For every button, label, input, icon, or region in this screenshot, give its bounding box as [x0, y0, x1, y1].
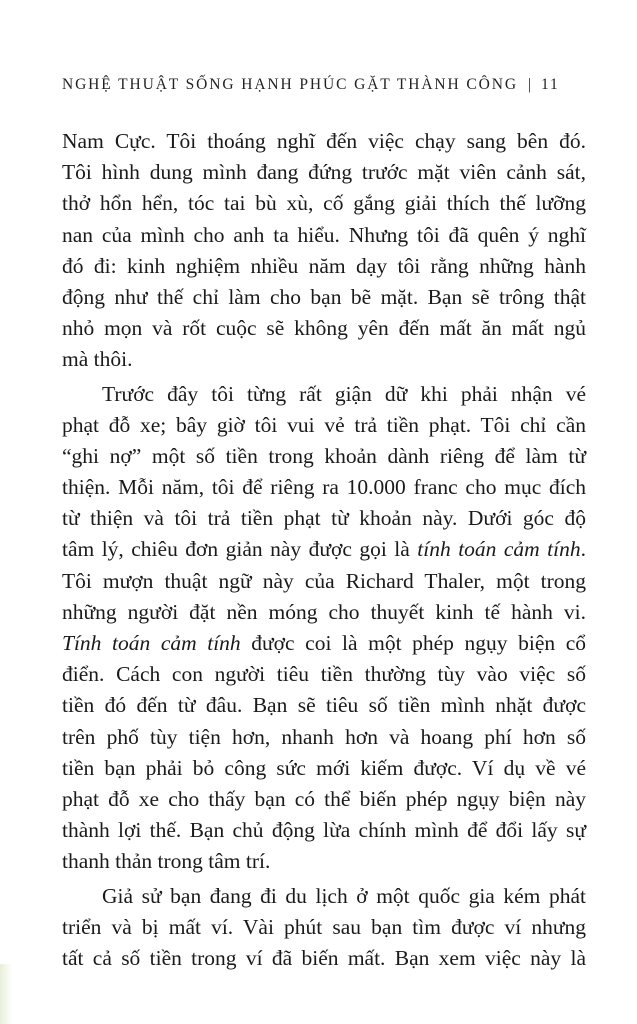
- text-line: nan của mình cho anh ta hiểu. Nhưng tôi đã quên ý nghĩ: [62, 222, 586, 247]
- text-line: động như thế chỉ làm cho bạn bẽ mặt. Bạn sẽ trông thật: [62, 284, 586, 309]
- text-line: Tôi mượn thuật ngữ này của Richard Thaler, một trong: [62, 568, 586, 593]
- text-line: tiền đó đến từ đâu. Bạn sẽ tiêu số tiền mình nhặt được: [62, 693, 586, 718]
- text-line-with-italic: [62, 534, 586, 565]
- book-title: NGHỆ THUẬT SỐNG HẠNH PHÚC GẶT THÀNH CÔNG: [62, 76, 518, 93]
- text-line: thanh thản trong tâm trí.: [62, 849, 271, 874]
- text-line: nhỏ mọn và rốt cuộc sẽ không yên đến mất ăn mất ngủ: [62, 316, 586, 341]
- text-line: mà thôi.: [62, 347, 133, 372]
- text-line: Tôi hình dung mình đang đứng trước mặt viên cảnh sát,: [62, 160, 586, 185]
- text-line: Trước đây tôi từng rất giận dữ khi phải nhận vé: [102, 381, 586, 406]
- text-line: “ghi nợ” một số tiền trong khoản dành riêng để làm từ: [62, 443, 586, 468]
- text-line: những người đặt nền móng cho thuyết kinh tế hành vi.: [62, 599, 586, 624]
- text-line: Nam Cực. Tôi thoáng nghĩ đến việc chạy sang bên đó.: [62, 129, 586, 153]
- text-line: Giả sử bạn đang đi du lịch ở một quốc gia kém phát: [102, 883, 586, 908]
- text-line: thiện. Mỗi năm, tôi để riêng ra 10.000 franc cho mục đích: [62, 475, 586, 500]
- running-header: [62, 72, 582, 98]
- text-segment: được coi là một phép ngụy biện cổ: [240, 631, 586, 655]
- text-line: triển và bị mất ví. Vài phút sau bạn tìm được ví nhưng: [62, 914, 586, 939]
- text-line-with-italic: [62, 628, 586, 659]
- text-line: thở hổn hển, tóc tai bù xù, cố gắng giải thích thế lưỡng: [62, 191, 586, 216]
- text-line: thành lợi thế. Bạn chủ động lừa chính mình để đổi lấy sự: [62, 818, 586, 843]
- text-line: đó đi: kinh nghiệm nhiều năm dạy tôi rằng những hành: [62, 253, 586, 278]
- text-segment: .: [580, 537, 586, 562]
- text-line: phạt đỗ xe cho thấy bạn có thể biến phép ngụy biện này: [62, 786, 586, 811]
- body-text: [62, 126, 586, 974]
- text-line: phạt đỗ xe; bây giờ tôi vui vẻ trả tiền phạt. Tôi chỉ cần: [62, 412, 586, 437]
- text-line: trên phố tùy tiện hơn, nhanh hơn và hoang phí hơn số: [62, 724, 586, 749]
- italic-term: tính toán cảm tính: [417, 537, 581, 562]
- italic-term: Tính toán cảm tính: [62, 631, 241, 655]
- page-edge-stain: [0, 964, 12, 1024]
- text-segment: tâm lý, chiêu đơn giản này được gọi là: [62, 537, 418, 562]
- text-line: điển. Cách con người tiêu tiền thường tùy vào việc số: [62, 662, 586, 687]
- text-line: tất cả số tiền trong ví đã biến mất. Bạn xem việc này là: [62, 945, 586, 970]
- text-line: từ thiện và tôi trả tiền phạt từ khoản này. Dưới góc độ: [62, 506, 586, 531]
- text-line: tiền bạn phải bỏ công sức mới kiếm được. Ví dụ về vé: [62, 755, 586, 780]
- header-separator: |: [527, 76, 533, 93]
- page-number: 11: [540, 76, 560, 93]
